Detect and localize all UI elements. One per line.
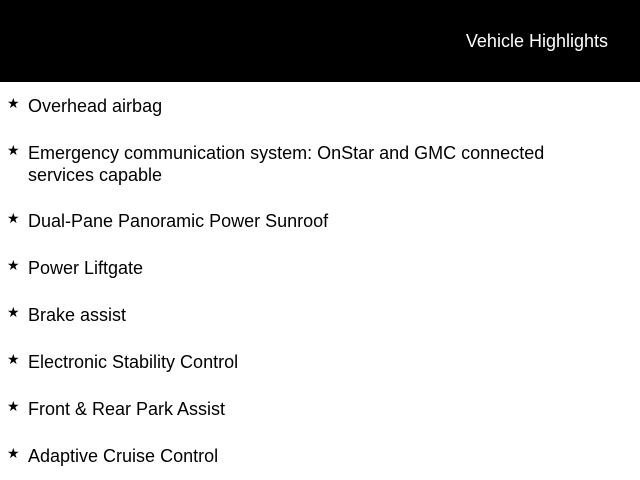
star-icon: ★ xyxy=(7,399,20,415)
highlight-label: Front & Rear Park Assist xyxy=(28,399,226,419)
header-bar xyxy=(0,0,640,82)
star-icon: ★ xyxy=(7,352,20,368)
star-icon: ★ xyxy=(7,211,20,227)
star-icon: ★ xyxy=(7,258,20,274)
highlight-label: Overhead airbag xyxy=(28,96,163,116)
star-icon: ★ xyxy=(7,143,20,159)
highlight-label: Emergency communication system: OnStar and GMC connected services capable xyxy=(28,143,545,185)
page-title: Vehicle Highlights xyxy=(465,31,608,51)
highlight-label: Brake assist xyxy=(28,305,127,325)
star-icon: ★ xyxy=(7,305,20,321)
star-icon: ★ xyxy=(7,96,20,112)
highlight-label: Electronic Stability Control xyxy=(28,352,239,372)
star-icon: ★ xyxy=(7,446,20,462)
highlight-label: Adaptive Cruise Control xyxy=(28,446,219,466)
highlight-label: Dual-Pane Panoramic Power Sunroof xyxy=(28,211,329,231)
highlight-label: Power Liftgate xyxy=(28,258,144,278)
